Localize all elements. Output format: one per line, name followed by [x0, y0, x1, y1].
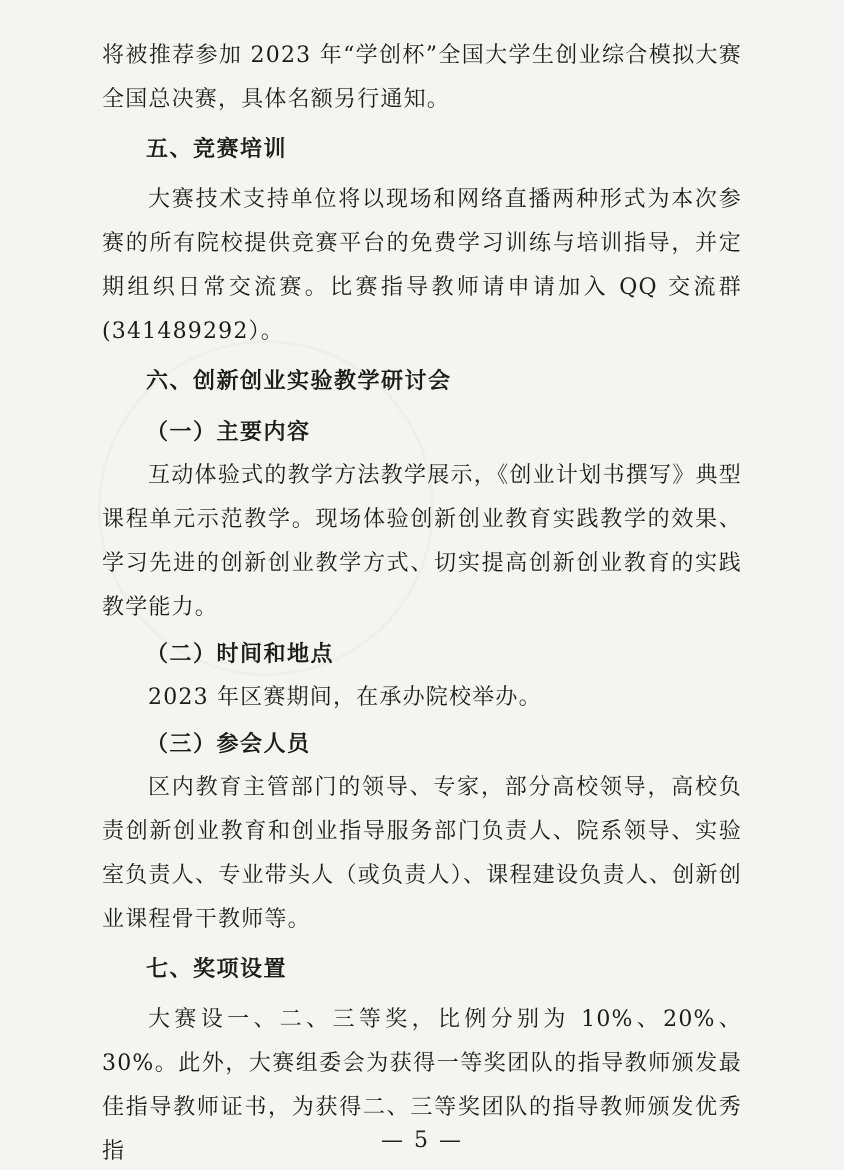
subheading-time-place: （二）时间和地点 [146, 641, 335, 667]
paragraph-main-content: 互动体验式的教学方法教学展示，《创业计划书撰写》典型课程单元示范教学。现场体验创新创业教育实践教学的效果、学习先进的创新创业教学方式、切实提高创新创业教育的实践教学能力。 [102, 463, 742, 620]
paragraph-time-place: 2023 年区赛期间，在承办院校举办。 [148, 685, 542, 710]
subheading-main-content: （一）主要内容 [146, 419, 311, 445]
document-body [0, 34, 844, 1170]
paragraph-training: 大赛技术支持单位将以现场和网络直播两种形式为本次参赛的所有院校提供竞赛平台的免费学习训练与培训指导，并定期组织日常交流赛。比赛指导教师请申请加入 QQ 交流群(341489292）。 [102, 187, 742, 344]
subheading-attendees: （三）参会人员 [146, 731, 311, 757]
section-heading-seminar: 六、创新创业实验教学研讨会 [146, 369, 452, 394]
paragraph-continuation: 将被推荐参加 2023 年“学创杯”全国大学生创业综合模拟大赛全国总决赛，具体名额另行通知。 [102, 43, 742, 112]
section-heading-training: 五、竞赛培训 [146, 137, 288, 162]
paragraph-awards: 大赛设一、二、三等奖，比例分别为 10%、20%、30%。此外，大赛组委会为获得一等奖团队的指导教师颁发最佳指导教师证书，为获得二、三等奖团队的指导教师颁发优秀指 [102, 1007, 742, 1164]
paragraph-attendees: 区内教育主管部门的领导、专家，部分高校领导，高校负责创新创业教育和创业指导服务部门负责人、院系领导、实验室负责人、专业带头人（或负责人）、课程建设负责人、创新创业课程骨干教师等。 [102, 775, 742, 932]
section-heading-awards: 七、奖项设置 [146, 957, 288, 982]
page-number: — 5 — [381, 1128, 463, 1153]
